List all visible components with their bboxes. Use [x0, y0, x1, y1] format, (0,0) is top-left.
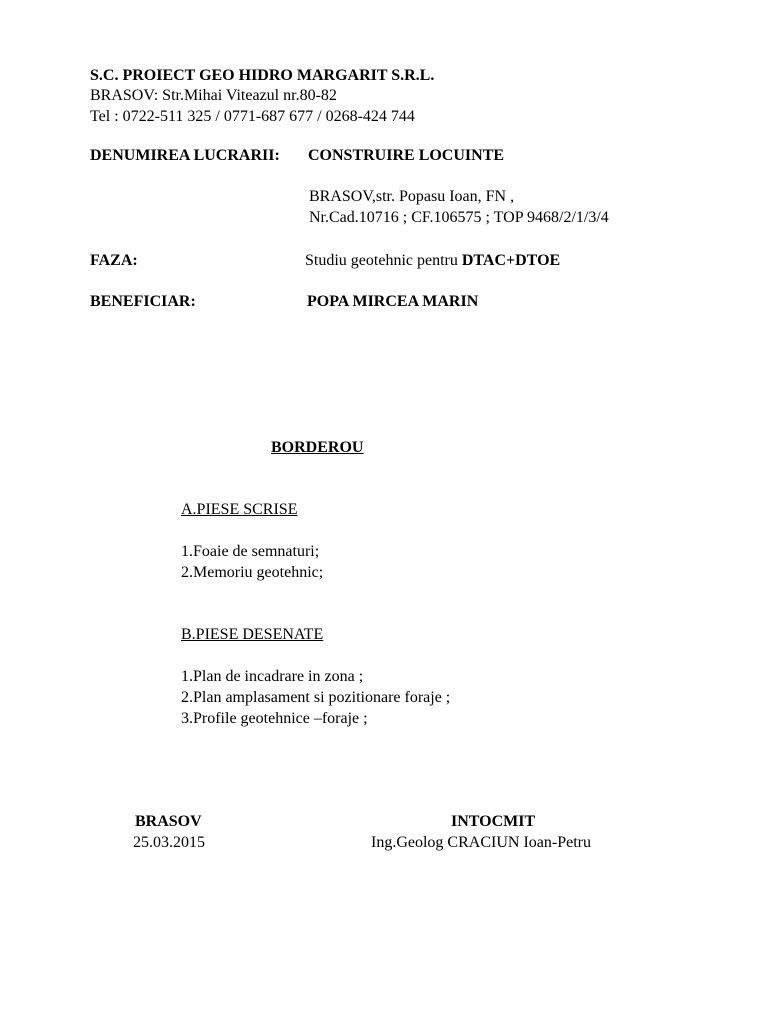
location-line-1: BRASOV,str. Popasu Ioan, FN ,	[309, 188, 515, 205]
company-name: S.C. PROIECT GEO HIDRO MARGARIT S.R.L.	[90, 67, 435, 84]
footer-place: BRASOV	[135, 813, 202, 830]
work-value: CONSTRUIRE LOCUINTE	[308, 147, 505, 164]
section-b-heading: B.PIESE DESENATE	[181, 626, 324, 643]
list-item: 2.Memoriu geotehnic;	[181, 564, 324, 581]
work-label: DENUMIREA LUCRARII:	[90, 147, 280, 164]
company-phones: Tel : 0722-511 325 / 0771-687 677 / 0268-424 744	[90, 108, 415, 125]
phase-bold: DTAC+DTOE	[461, 252, 561, 269]
list-item: 3.Profile geotehnice –foraje ;	[181, 710, 368, 727]
location-line-2: Nr.Cad.10716 ; CF.106575 ; TOP 9468/2/1/3/4	[309, 209, 609, 226]
footer-date: 25.03.2015	[133, 834, 205, 851]
prepared-label: INTOCMIT	[451, 813, 536, 830]
phase-text: Studiu geotehnic pentru	[305, 252, 458, 269]
section-a-heading: A.PIESE SCRISE	[181, 501, 298, 518]
company-address: BRASOV: Str.Mihai Viteazul nr.80-82	[90, 87, 337, 104]
list-item: 1.Plan de incadrare in zona ;	[181, 668, 364, 685]
borderou-title: BORDEROU	[271, 439, 364, 456]
phase-label: FAZA:	[90, 252, 138, 269]
beneficiary-label: BENEFICIAR:	[90, 293, 196, 310]
list-item: 1.Foaie de semnaturi;	[181, 543, 320, 560]
list-item: 2.Plan amplasament si pozitionare foraje ;	[181, 689, 451, 706]
beneficiary-value: POPA MIRCEA MARIN	[307, 293, 479, 310]
prepared-by: Ing.Geolog CRACIUN Ioan-Petru	[371, 834, 591, 851]
phase-value	[305, 251, 560, 271]
